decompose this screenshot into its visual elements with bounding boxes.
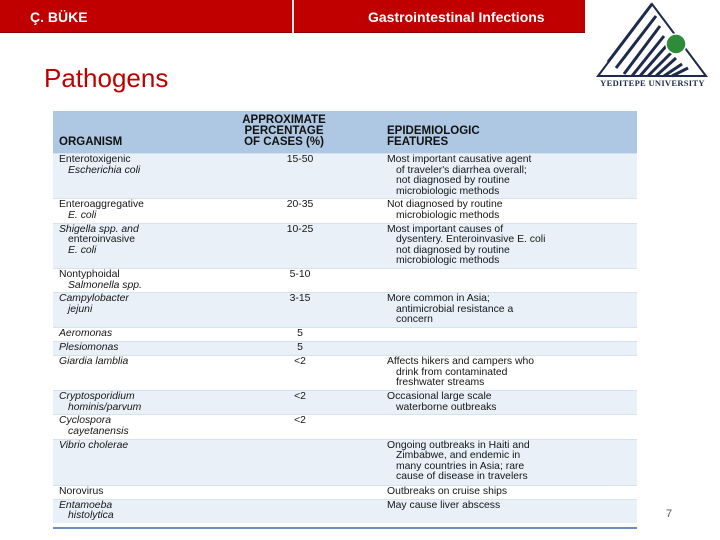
cell-features: Affects hikers and campers who drink from contaminated freshwater streams (381, 356, 637, 391)
table-row (53, 328, 637, 342)
table-row (53, 199, 637, 223)
table-row (53, 439, 637, 485)
cell-percentage: 5 (205, 328, 381, 342)
cell-features (381, 342, 637, 356)
header-organism: ORGANISM (53, 111, 205, 154)
header-author: Ç. BÜKE (30, 9, 88, 25)
cell-percentage: 5-10 (205, 268, 381, 292)
cell-organism: Shigella spp. and enteroinvasive E. coli (53, 223, 205, 268)
cell-features (381, 328, 637, 342)
cell-percentage: 10-25 (205, 223, 381, 268)
cell-percentage (205, 439, 381, 485)
cell-percentage: 3-15 (205, 293, 381, 328)
cell-percentage: <2 (205, 356, 381, 391)
header-course-title: Gastrointestinal Infections (368, 9, 545, 25)
cell-features (381, 268, 637, 292)
table-row (53, 499, 637, 523)
cell-organism: Campylobacter jejuni (53, 293, 205, 328)
cell-organism: Enteroaggregative E. coli (53, 199, 205, 223)
table-row (53, 485, 637, 499)
table-row (53, 154, 637, 199)
header-epidemiologic-features: EPIDEMIOLOGIC FEATURES (381, 111, 637, 154)
cell-features: Ongoing outbreaks in Haiti and Zimbabwe, and endemic in many countries in Asia; rare cause of disease in travelers (381, 439, 637, 485)
table-row (53, 391, 637, 415)
table-row (53, 342, 637, 356)
cell-features: More common in Asia; antimicrobial resistance a concern (381, 293, 637, 328)
table-row (53, 268, 637, 292)
cell-features: Occasional large scale waterborne outbreaks (381, 391, 637, 415)
table-header-row (53, 111, 637, 154)
slide-title: Pathogens (44, 63, 169, 93)
cell-features: Most important causative agent of traveler's diarrhea overall; not diagnosed by routine microbiologic methods (381, 154, 637, 199)
cell-organism: Giardia lamblia (53, 356, 205, 391)
cell-percentage: 20-35 (205, 199, 381, 223)
cell-features: Most important causes of dysentery. Enteroinvasive E. coli not diagnosed by routine microbiologic methods (381, 223, 637, 268)
cell-features: Outbreaks on cruise ships (381, 485, 637, 499)
table-row (53, 293, 637, 328)
cell-features: May cause liver abscess (381, 499, 637, 523)
cell-organism: Plesiomonas (53, 342, 205, 356)
cell-organism: Cyclospora cayetanensis (53, 415, 205, 439)
cell-organism: Entamoeba histolytica (53, 499, 205, 523)
cell-percentage: <2 (205, 391, 381, 415)
pathogens-table-grid (53, 111, 637, 523)
page-number: 7 (666, 508, 673, 520)
table-row (53, 356, 637, 391)
cell-organism: Vibrio cholerae (53, 439, 205, 485)
table-row (53, 415, 637, 439)
cell-percentage (205, 485, 381, 499)
header-divider (292, 0, 294, 33)
cell-features: Not diagnosed by routine microbiologic methods (381, 199, 637, 223)
cell-organism: Enterotoxigenic Escherichia coli (53, 154, 205, 199)
cell-features (381, 415, 637, 439)
cell-organism: Nontyphoidal Salmonella spp. (53, 268, 205, 292)
logo-wordmark: YEDITEPE UNIVERSITY (600, 78, 705, 88)
cell-percentage: <2 (205, 415, 381, 439)
cell-organism: Cryptosporidium hominis/parvum (53, 391, 205, 415)
pathogens-table (53, 111, 637, 529)
logo-triangle-mark (598, 4, 706, 76)
cell-organism: Norovirus (53, 485, 205, 499)
cell-organism: Aeromonas (53, 328, 205, 342)
cell-percentage: 15-50 (205, 154, 381, 199)
header-bar (0, 0, 585, 33)
cell-percentage: 5 (205, 342, 381, 356)
header-approx-percentage: APPROXIMATE PERCENTAGE OF CASES (%) (205, 111, 381, 154)
table-row (53, 223, 637, 268)
cell-percentage (205, 499, 381, 523)
